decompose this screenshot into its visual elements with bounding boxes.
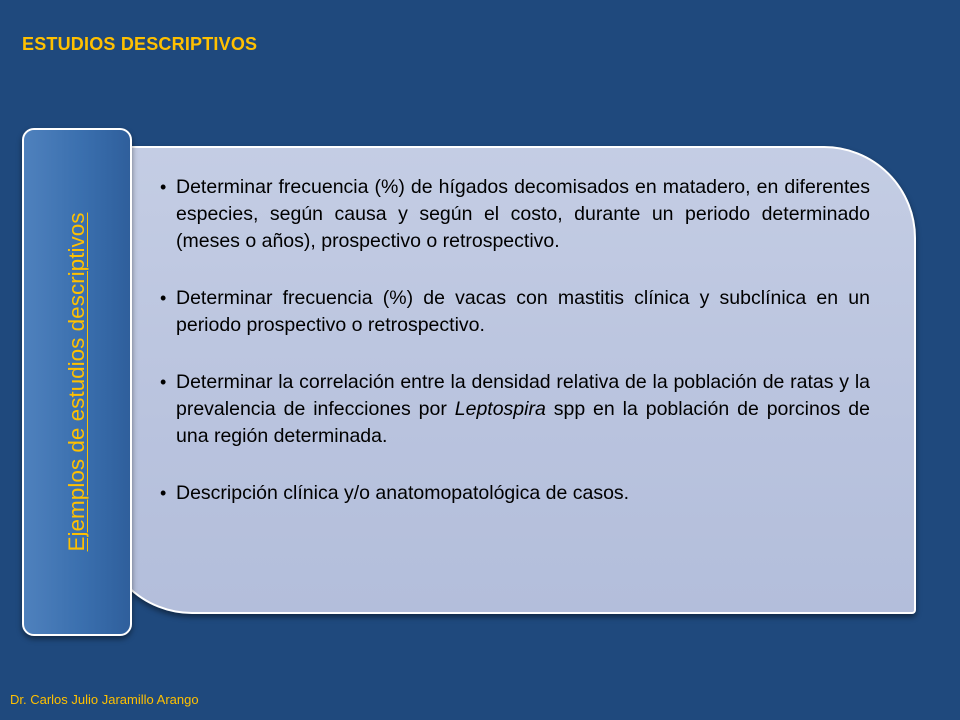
author-credit: Dr. Carlos Julio Jaramillo Arango	[10, 692, 199, 707]
bullet-item-clinical-description: • Descripción clínica y/o anatomopatológica de casos.	[160, 480, 870, 507]
bullet-item-rat-correlation	[160, 369, 870, 450]
side-tab-label: Ejemplos de estudios descriptivos	[64, 212, 89, 552]
slide-title: ESTUDIOS DESCRIPTIVOS	[22, 34, 258, 54]
bullet-list	[160, 174, 870, 537]
bullet-item-mastitis-frequency: • Determinar frecuencia (%) de vacas con mastitis clínica y subclínica en un periodo prospectivo o retrospectivo.	[160, 285, 870, 339]
bullet-text-italic: Leptospira	[454, 398, 546, 420]
bullet-text-before: Determinar la correlación entre la densidad relativa de la población de ratas y la prevalencia de infecciones por	[176, 371, 870, 420]
bullet-item-liver-frequency: • Determinar frecuencia (%) de hígados decomisados en matadero, en diferentes especies, según causa y según el costo, durante un periodo determinado (meses o años), prospectivo o retrospectivo.	[160, 174, 870, 255]
content-box	[100, 146, 916, 614]
side-tab	[22, 128, 132, 636]
bullet-text-after: spp en la población de porcinos de una región determinada.	[176, 398, 870, 447]
